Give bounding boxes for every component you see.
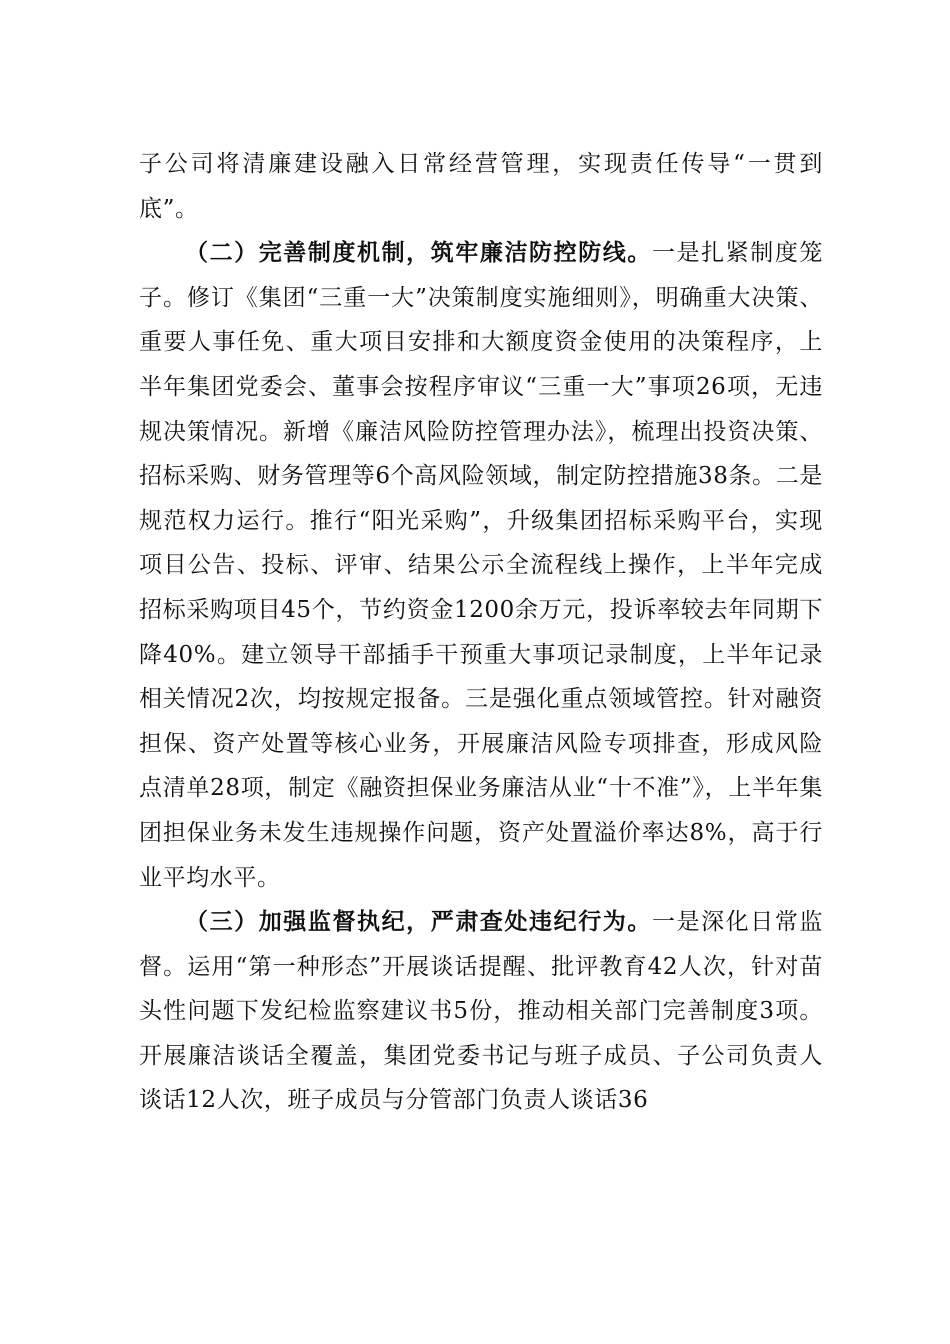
section-heading-3: （三）加强监督执纪，严肃查处违纪行为。 [185, 908, 652, 936]
paragraph-continuation [139, 142, 823, 231]
paragraph-section-2 [139, 231, 823, 900]
paragraph-text: 一是扎紧制度笼子。修订《集团“三重一大”决策制度实施细则》，明确重大决策、重要人事任免、重大项目安排和大额度资金使用的决策程序，上半年集团党委会、董事会按程序审议“三重一大”事项26项，无违规决策情况。新增《廉洁风险防控管理办法》，梳理出投资决策、招标采购、财务管理等6个高风险领域，制定防控措施38条。二是规范权力运行。推行“阳光采购”，升级集团招标采购平台，实现项目公告、投标、评审、结果公示全流程线上操作，上半年完成招标采购项目45个，节约资金1200余万元，投诉率较去年同期下降40%。建立领导干部插手干预重大事项记录制度，上半年记录相关情况2次，均按规定报备。三是强化重点领域管控。针对融资担保、资产处置等核心业务，开展廉洁风险专项排查，形成风险点清单28项，制定《融资担保业务廉洁从业“十不准”》，上半年集团担保业务未发生违规操作问题，资产处置溢价率达8%，高于行业平均水平。 [139, 240, 823, 891]
document-body [139, 142, 823, 1123]
paragraph-text: 子公司将清廉建设融入日常经营管理，实现责任传导“一贯到底”。 [139, 151, 823, 222]
paragraph-section-3 [139, 900, 823, 1123]
section-heading-2: （二）完善制度机制，筑牢廉洁防控防线。 [185, 239, 652, 267]
paragraph-text: 一是深化日常监督。运用“第一种形态”开展谈话提醒、批评教育42人次，针对苗头性问题下发纪检监察建议书5份，推动相关部门完善制度3项。开展廉洁谈话全覆盖，集团党委书记与班子成员、子公司负责人谈话12人次，班子成员与分管部门负责人谈话36 [139, 909, 823, 1114]
